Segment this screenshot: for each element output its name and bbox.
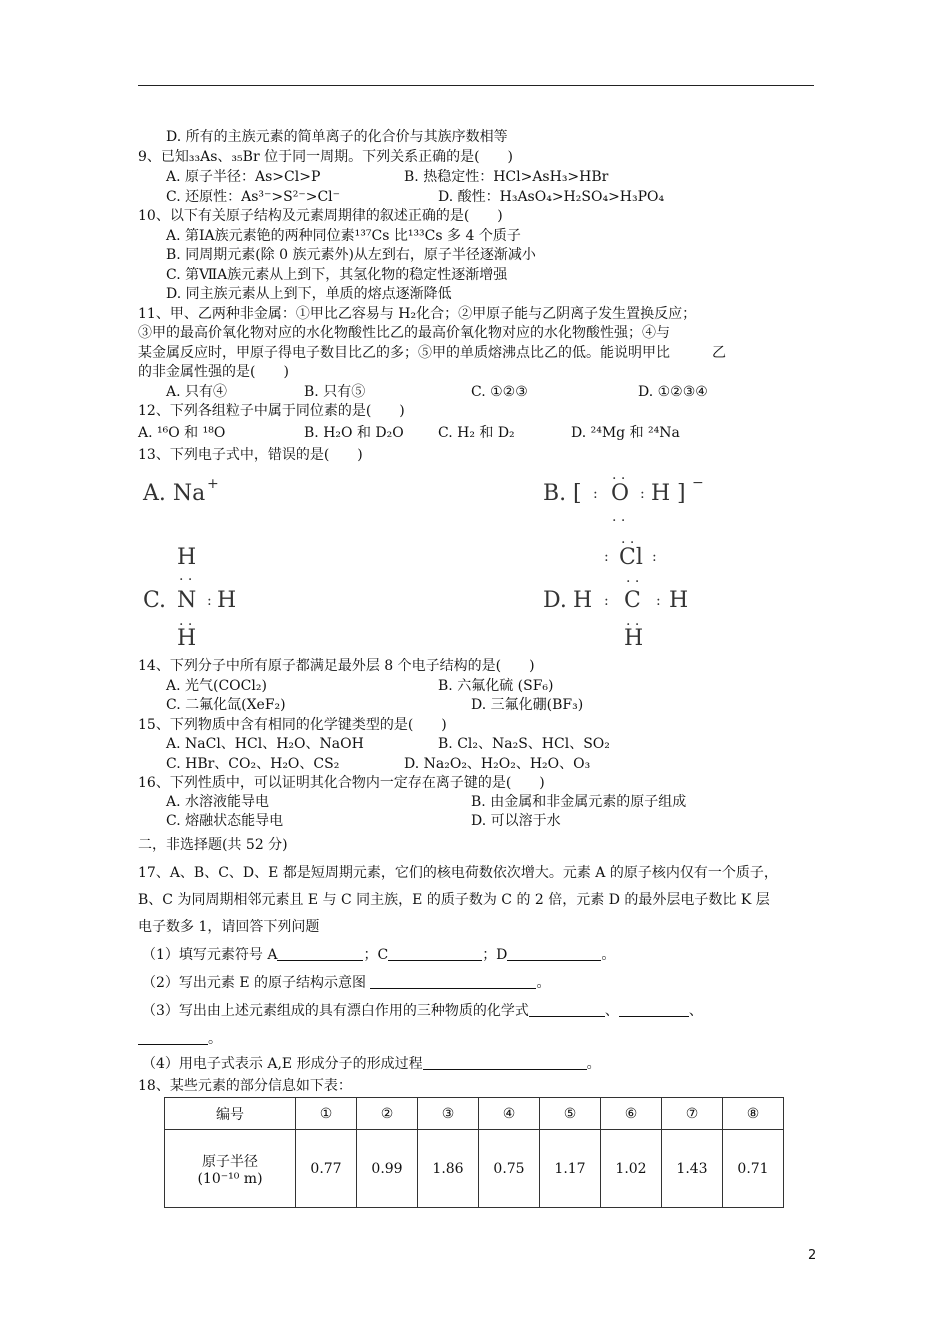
q11-stem-line3: 某金属反应时，甲原子得电子数目比乙的多；⑤甲的单质熔沸点比乙的低。能说明甲比 乙 bbox=[138, 345, 726, 361]
q11-stem-line4: 的非金属性强的是( ) bbox=[138, 364, 289, 380]
q12-option-a: A. ¹⁶O 和 ¹⁸O bbox=[138, 425, 226, 441]
q13-c-h-top: H bbox=[177, 545, 197, 570]
q9-stem: 9、已知₃₃As、₃₅Br 位于同一周期。下列关系正确的是( ) bbox=[138, 149, 514, 165]
q12-stem: 12、下列各组粒子中属于同位素的是( ) bbox=[138, 403, 405, 419]
table-header-cell: 编号 bbox=[165, 1098, 296, 1130]
q13-c-label: C. bbox=[143, 588, 167, 613]
q13-d-chlorine: Cl bbox=[619, 545, 643, 570]
answer-blank-bleach-2[interactable] bbox=[619, 1002, 689, 1017]
q15-option-c: C. HBr、CO₂、H₂O、CS₂ bbox=[166, 756, 340, 772]
q18-stem: 18、某些元素的部分信息如下表： bbox=[138, 1078, 352, 1094]
q13-d-label: D. bbox=[543, 588, 567, 613]
table-cell: 0.99 bbox=[357, 1130, 418, 1208]
q13-d-bond-left: : bbox=[604, 593, 609, 609]
q16-option-b: B. 由金属和非金属元素的原子组成 bbox=[471, 794, 687, 810]
q17-part2 bbox=[142, 974, 550, 992]
q15-option-b: B. Cl₂、Na₂S、HCl、SO₂ bbox=[438, 736, 610, 752]
q12-option-c: C. H₂ 和 D₂ bbox=[438, 425, 515, 441]
q13-d-h-left: H bbox=[573, 588, 593, 613]
q9-option-d: D. 酸性：H₃AsO₄>H₂SO₄>H₃PO₄ bbox=[438, 189, 665, 205]
q17-part4 bbox=[142, 1055, 601, 1073]
q8-option-d: D. 所有的主族元素的简单离子的化合价与其族序数相等 bbox=[166, 129, 508, 145]
q12-option-d: D. ²⁴Mg 和 ²⁴Na bbox=[571, 425, 680, 441]
q13-d-cl-lone-left: : bbox=[604, 549, 609, 565]
table-cell: 1.02 bbox=[601, 1130, 662, 1208]
q10-option-a: A. 第ⅠA族元素铯的两种同位素¹³⁷Cs 比¹³³Cs 多 4 个质子 bbox=[166, 228, 521, 244]
q13-d-bond-top: . . bbox=[626, 570, 640, 586]
answer-blank-c[interactable] bbox=[388, 946, 482, 961]
row-label-unit: (10⁻¹⁰ m) bbox=[197, 1170, 263, 1187]
page-number: 2 bbox=[808, 1248, 817, 1263]
q13-c-nitrogen: N bbox=[177, 588, 197, 613]
q13-stem: 13、下列电子式中，错误的是( ) bbox=[138, 447, 363, 463]
q13-b-lone-pair-bottom: . . bbox=[612, 509, 626, 525]
q13-b-lone-pair-left: : bbox=[593, 486, 598, 502]
answer-blank-bleach-3[interactable] bbox=[138, 1030, 208, 1045]
q13-a-charge: + bbox=[207, 476, 219, 492]
q9-option-a: A. 原子半径：As>Cl>P bbox=[166, 169, 321, 185]
q13-d-bond-right: : bbox=[656, 593, 661, 609]
table-header-cell: ① bbox=[296, 1098, 357, 1130]
table-header-cell: ⑤ bbox=[540, 1098, 601, 1130]
table-cell: 1.43 bbox=[662, 1130, 723, 1208]
answer-blank-formation[interactable] bbox=[423, 1055, 587, 1070]
q11-stem-line2: ③甲的最高价氧化物对应的水化物酸性比乙的最高价氧化物对应的水化物酸性强；④与 bbox=[138, 325, 670, 341]
q17-stem-line1: 17、A、B、C、D、E 都是短周期元素，它们的核电荷数依次增大。元素 A 的原子核内仅有一个质子， bbox=[138, 865, 778, 881]
q14-stem: 14、下列分子中所有原子都满足最外层 8 个电子结构的是( ) bbox=[138, 658, 535, 674]
header-rule bbox=[138, 85, 814, 86]
table-cell: 0.71 bbox=[723, 1130, 784, 1208]
table-cell: 1.17 bbox=[540, 1130, 601, 1208]
table-header-cell: ③ bbox=[418, 1098, 479, 1130]
q17-part4-end: 。 bbox=[586, 1056, 601, 1072]
q13-b-oxygen: O bbox=[611, 481, 630, 506]
q9-option-b: B. 热稳定性：HCl>AsH₃>HBr bbox=[404, 169, 609, 185]
q16-option-c: C. 熔融状态能导电 bbox=[166, 813, 284, 829]
q17-part1 bbox=[142, 946, 615, 964]
q17-stem-line3: 电子数多 1，请回答下列问题 bbox=[138, 919, 320, 935]
q14-option-c: C. 二氟化氙(XeF₂) bbox=[166, 697, 286, 713]
table-cell: 1.86 bbox=[418, 1130, 479, 1208]
table-header-cell: ⑦ bbox=[662, 1098, 723, 1130]
q14-option-b: B. 六氟化硫 (SF₆) bbox=[438, 678, 554, 694]
q16-option-d: D. 可以溶于水 bbox=[471, 813, 561, 829]
table-header-cell: ② bbox=[357, 1098, 418, 1130]
q14-option-d: D. 三氟化硼(BF₃) bbox=[471, 697, 584, 713]
q13-b-left-bracket: [ bbox=[573, 481, 582, 506]
q11-option-b: B. 只有⑤ bbox=[304, 384, 366, 400]
q10-option-c: C. 第ⅦA族元素从上到下，其氢化物的稳定性逐渐增强 bbox=[166, 267, 508, 283]
element-info-table bbox=[164, 1097, 784, 1208]
table-cell: 0.77 bbox=[296, 1130, 357, 1208]
q12-option-b: B. H₂O 和 D₂O bbox=[304, 425, 404, 441]
q15-option-d: D. Na₂O₂、H₂O₂、H₂O、O₃ bbox=[404, 756, 591, 772]
table-row-label bbox=[165, 1130, 296, 1208]
q13-b-bond-pair: : bbox=[640, 486, 645, 502]
table-header-cell: ④ bbox=[479, 1098, 540, 1130]
q16-option-a: A. 水溶液能导电 bbox=[166, 794, 270, 810]
q13-b-right-bracket: ] bbox=[677, 481, 686, 506]
q13-c-bond-bottom: . . bbox=[179, 613, 193, 629]
q17-part1-end: 。 bbox=[601, 947, 616, 963]
q10-option-b: B. 同周期元素(除 0 族元素外)从左到右，原子半径逐渐减小 bbox=[166, 247, 536, 263]
q10-stem: 10、以下有关原子结构及元素周期律的叙述正确的是( ) bbox=[138, 208, 503, 224]
q13-d-cl-lone-right: : bbox=[652, 549, 657, 565]
q17-stem-line2: B、C 为同周期相邻元素且 E 与 C 同主族，E 的质子数为 C 的 2 倍，元素 D 的最外层电子数比 K 层 bbox=[138, 892, 770, 908]
q13-c-bond-top: . . bbox=[179, 568, 193, 584]
section-2-heading: 二，非选择题(共 52 分) bbox=[138, 837, 288, 853]
q11-option-c: C. ①②③ bbox=[471, 384, 528, 400]
q13-a-formula: A. Na bbox=[143, 481, 206, 506]
q17-part2-end: 。 bbox=[536, 975, 551, 991]
answer-blank-bleach-1[interactable] bbox=[529, 1002, 605, 1017]
q13-d-carbon: C bbox=[624, 588, 641, 613]
table-row-radius bbox=[165, 1130, 784, 1208]
q17-part1-d-label: ；D bbox=[482, 947, 508, 963]
q11-stem-line1: 11、甲、乙两种非金属：①甲比乙容易与 H₂化合；②甲原子能与乙阴离子发生置换反应； bbox=[138, 306, 697, 322]
q17-part3 bbox=[142, 1002, 703, 1020]
q17-part3-sep1: 、 bbox=[604, 1003, 619, 1019]
q13-d-cl-lone-top: . . bbox=[621, 531, 635, 547]
q13-c-h-bottom: H bbox=[177, 626, 197, 651]
q13-c-bond-right: : bbox=[207, 593, 212, 609]
table-header-row bbox=[165, 1098, 784, 1130]
table-header-cell: ⑧ bbox=[723, 1098, 784, 1130]
answer-blank-d[interactable] bbox=[507, 946, 601, 961]
q17-part3-sep2: 、 bbox=[688, 1003, 703, 1019]
q17-part3-end: 。 bbox=[208, 1031, 222, 1047]
row-label-name: 原子半径 bbox=[202, 1153, 258, 1170]
q11-option-a: A. 只有④ bbox=[166, 384, 228, 400]
q13-d-bond-bottom: . . bbox=[626, 613, 640, 629]
q15-option-a: A. NaCl、HCl、H₂O、NaOH bbox=[166, 736, 364, 752]
q17-part3-label: （3）写出由上述元素组成的具有漂白作用的三种物质的化学式 bbox=[142, 1003, 529, 1019]
q14-option-a: A. 光气(COCl₂) bbox=[166, 678, 267, 694]
q13-c-h-right: H bbox=[217, 588, 237, 613]
q16-stem: 16、下列性质中，可以证明其化合物内一定存在离子键的是( ) bbox=[138, 775, 545, 791]
q17-part3-cont bbox=[138, 1030, 222, 1048]
table-cell: 0.75 bbox=[479, 1130, 540, 1208]
q17-part1-a-label: （1）填写元素符号 A bbox=[142, 947, 278, 963]
q15-stem: 15、下列物质中含有相同的化学键类型的是( ) bbox=[138, 717, 447, 733]
q11-option-d: D. ①②③④ bbox=[638, 384, 708, 400]
q13-b-hydrogen: H bbox=[651, 481, 671, 506]
q13-d-h-bottom: H bbox=[624, 626, 644, 651]
q9-option-c: C. 还原性：As³⁻>S²⁻>Cl⁻ bbox=[166, 189, 341, 205]
q13-d-h-right: H bbox=[669, 588, 689, 613]
q13-b-label: B. bbox=[543, 481, 567, 506]
q17-part2-label: （2）写出元素 E 的原子结构示意图 bbox=[142, 975, 371, 991]
answer-blank-e-structure[interactable] bbox=[370, 974, 536, 989]
q13-b-lone-pair-top: . . bbox=[612, 467, 626, 483]
q17-part4-label: （4）用电子式表示 A,E 形成分子的形成过程 bbox=[142, 1056, 423, 1072]
answer-blank-a[interactable] bbox=[277, 946, 363, 961]
table-header-cell: ⑥ bbox=[601, 1098, 662, 1130]
q13-b-charge: − bbox=[692, 475, 704, 491]
q17-part1-c-label: ；C bbox=[363, 947, 389, 963]
q10-option-d: D. 同主族元素从上到下，单质的熔点逐渐降低 bbox=[166, 286, 452, 302]
